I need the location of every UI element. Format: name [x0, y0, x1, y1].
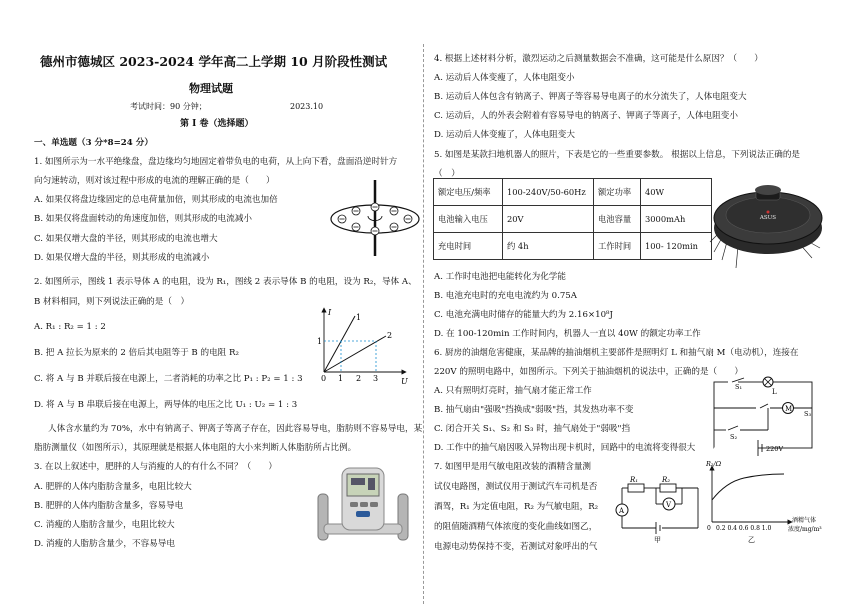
q5-option-d: D. 在 100-120min 工作时间内，机器人一直以 40W 的额定功率工作	[434, 329, 701, 339]
q1-stem-line1: 1. 如图所示为一水平绝缘盘，盘边缘均匀地固定着带负电的电荷，从上向下看，盘面沿逆时针方	[34, 157, 398, 167]
switch-s3-label: S₃	[804, 410, 812, 418]
q1-stem-line2: 向匀速转动，则对该过程中形成的电流的理解正确的是（ ）	[34, 176, 275, 186]
q1-option-b: B. 如果仅将盘面转动的角速度加倍，则其形成的电流减小	[34, 214, 253, 224]
voltmeter-label: V	[666, 501, 672, 509]
q4-option-d: D. 运动后人体变瘦了，人体电阻变大	[434, 130, 575, 140]
table-cell: 20V	[503, 206, 594, 233]
table-cell: 额定功率	[594, 179, 641, 206]
q6-stem-line1: 6. 厨房的油烟危害健康，某品牌的抽油烟机主要部件是照明灯 L 和抽气扇 M（电动机），连接在	[434, 348, 799, 358]
section-heading: 一、单选题（3 分*8=24 分）	[34, 138, 153, 148]
graph-y-label: R₂/Ω	[706, 460, 722, 468]
column-divider	[423, 44, 425, 604]
subject-title: 物理试题	[189, 82, 233, 95]
lamp-label: L	[772, 388, 777, 396]
passage-line1: 人体含水量约为 70%，水中有钠离子、钾离子等离子存在，因此容易导电，脂肪则不容易导电，某	[48, 424, 423, 434]
robot-spec-table	[433, 178, 712, 260]
q7-stem-line2: 试仪电路图，测试仪用于测试汽车司机是否	[434, 482, 598, 492]
table-cell: 40W	[641, 179, 712, 206]
q6-option-d: D. 工作中的抽气扇因吸入异物出现卡机时，回路中的电流将变得很大	[434, 443, 696, 453]
fig-b-caption: 乙	[748, 536, 755, 544]
table-cell: 额定电压/频率	[434, 179, 503, 206]
q3-option-b: B. 肥胖的人体内脂肪含量多，容易导电	[34, 501, 184, 511]
q5-stem-line1: 5. 如图是某款扫地机器人的照片，下表是它的一些重要参数。 根据以上信息，下列说法正确的是	[434, 150, 801, 160]
range-hood-circuit	[708, 378, 824, 458]
table-cell: 电池容量	[594, 206, 641, 233]
graph-origin: 0	[707, 525, 711, 532]
graph-x-label: U	[401, 377, 408, 386]
q2-stem-line2: B 材料相同，则下列说法正确的是（ ）	[34, 297, 190, 307]
volume-heading: 第 I 卷（选择题）	[180, 119, 254, 129]
exam-time: 考试时间：90 分钟；	[130, 102, 207, 111]
graph-x-label-line1: 酒精气体	[792, 517, 817, 524]
origin-label: 0	[321, 374, 327, 383]
graph-x-label-line2: 浓度/mg/m³	[788, 526, 822, 533]
passage-line2: 脂肪测量仪（如图所示），其原理就是根据人体电阻的大小来判断人体脂肪所占比例。	[34, 443, 357, 453]
x-tick-1: 1	[338, 374, 344, 383]
q7-stem-line3: 酒驾，R₁ 为定值电阻，R₂ 为气敏电阻，R₂	[434, 502, 599, 512]
graph-y-label: I	[328, 308, 332, 317]
table-cell: 电池输入电压	[434, 206, 503, 233]
table-cell: 工作时间	[594, 233, 641, 260]
q3-stem: 3. 在以上叙述中，肥胖的人与消瘦的人的有什么不同？（ ）	[34, 462, 277, 472]
q6-option-a: A. 只有照明灯亮时，抽气扇才能正常工作	[434, 386, 592, 396]
q2-option-d: D. 将 A 与 B 串联后接在电源上，两导体的电压之比 U₁ : U₂ = 1 : 3	[34, 400, 298, 410]
robot-vacuum-image	[708, 172, 826, 272]
q6-option-c: C. 闭合开关 S₁、S₂ 和 S₃ 时，抽气扇处于"弱吸"挡	[434, 424, 631, 434]
x-tick-3: 3	[373, 374, 379, 383]
motor-label: M	[785, 405, 793, 413]
table-row	[434, 179, 712, 206]
alcohol-tester-circuit	[612, 476, 710, 544]
table-cell: 3000mAh	[641, 206, 712, 233]
q3-option-a: A. 肥胖的人体内脂肪含量多，电阻比较大	[34, 482, 192, 492]
exam-title: 德州市德城区 2023-2024 学年高二上学期 10 月阶段性测试	[40, 54, 388, 69]
table-row	[434, 206, 712, 233]
q7-stem-line5: 电源电动势保持不变，若测试对象呼出的气	[434, 542, 598, 552]
q4-option-b: B. 运动后人体包含有钠离子、钾离子等容易导电离子的水分流失了，人体电阻变大	[434, 92, 747, 102]
line1-label: 1	[356, 313, 362, 322]
q7-stem-line4: 的阻值随酒精气体浓度的变化曲线如图乙，	[434, 522, 598, 532]
resistance-concentration-graph	[704, 462, 834, 548]
table-cell: 约 4h	[503, 233, 594, 260]
q6-option-b: B. 抽气扇由"强吸"挡换成"弱吸"挡，其发热功率不变	[434, 405, 634, 415]
switch-s1-label: S₁	[735, 383, 743, 391]
q5-option-c: C. 电池充满电时储存的能量大约为 2.16×10⁸J	[434, 310, 613, 320]
q6-stem-line2: 220V 的照明电路中，如图所示。下列关于抽油烟机的说法中，正确的是（ ）	[434, 367, 743, 377]
body-fat-meter-image	[316, 464, 410, 546]
q5-option-a: A. 工作时电池把电能转化为化学能	[434, 272, 566, 282]
q2-option-c: C. 将 A 与 B 并联后接在电源上，二者消耗的功率之比 P₁ : P₂ = 1 : 3	[34, 374, 303, 384]
table-row	[434, 233, 712, 260]
q1-option-a: A. 如果仅将盘边缘固定的总电荷量加倍，则其形成的电流也加倍	[34, 195, 278, 205]
robot-brand-logo: ASUS	[759, 215, 777, 221]
iu-graph	[312, 306, 412, 388]
exam-date: 2023.10	[290, 102, 324, 111]
switch-s2-label: S₂	[730, 433, 738, 441]
q3-option-c: C. 消瘦的人脂肪含量少，电阻比较大	[34, 520, 175, 530]
y-tick-1: 1	[317, 337, 323, 346]
q3-option-d: D. 消瘦的人脂肪含量少，不容易导电	[34, 539, 175, 549]
q7-stem-line1: 7. 如图甲是用气敏电阻改装的酒精含量测	[434, 462, 592, 472]
ammeter-label: A	[619, 507, 625, 515]
q1-option-d: D. 如果仅增大盘的半径，则其形成的电流减小	[34, 253, 210, 263]
q2-stem-line1: 2. 如图所示，图线 1 表示导体 A 的电阻，设为 R₁，图线 2 表示导体 B 的电阻，设为 R₂，导体 A、	[34, 277, 417, 287]
table-cell: 100-240V/50-60Hz	[503, 179, 594, 206]
q2-option-b: B. 把 A 拉长为原来的 2 倍后其电阻等于 B 的电阻 R₂	[34, 348, 239, 358]
q2-option-a: A. R₁ : R₂ = 1 : 2	[34, 322, 106, 332]
q4-option-a: A. 运动后人体变瘦了，人体电阻变小	[434, 73, 575, 83]
line2-label: 2	[387, 331, 393, 340]
x-tick-2: 2	[356, 374, 362, 383]
fig-a-caption: 甲	[654, 536, 661, 544]
r2-label: R₂	[662, 476, 671, 484]
voltage-source-label: 220V	[766, 445, 784, 453]
graph-x-ticks: 0.2 0.4 0.6 0.8 1.0	[716, 525, 772, 532]
q4-stem: 4. 根据上述材料分析，激烈运动之后测量数据会不准确，这可能是什么原因？（ ）	[434, 54, 763, 64]
charged-disk-figure	[328, 178, 422, 258]
table-cell: 充电时间	[434, 233, 503, 260]
q5-option-b: B. 电池充电时的充电电流约为 0.75A	[434, 291, 577, 301]
q5-stem-line2: （ ）	[434, 169, 460, 179]
q1-option-c: C. 如果仅增大盘的半径，则其形成的电流也增大	[34, 234, 218, 244]
r1-label: R₁	[630, 476, 639, 484]
q4-option-c: C. 运动后，人的外表会附着有容易导电的钠离子、钾离子等离子，人体电阻变小	[434, 111, 738, 121]
table-cell: 100- 120min	[641, 233, 712, 260]
